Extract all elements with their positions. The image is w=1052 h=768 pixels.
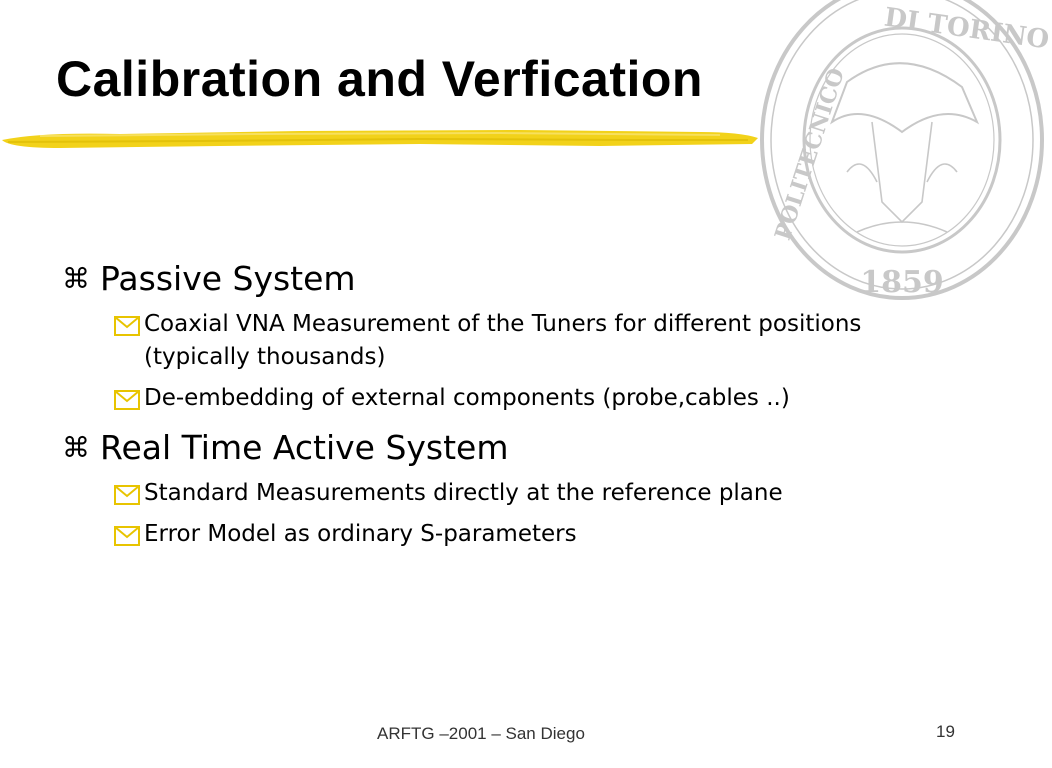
sub-bullet-list [114,477,962,551]
slide-title: Calibration and Verfication [56,51,703,107]
envelope-icon [114,390,140,410]
sub-bullet-text: Standard Measurements directly at the reference plane [144,480,783,506]
bullet-real-time-active-system [62,425,962,471]
sub-bullet-standard-measurements [114,477,962,510]
sub-bullet-error-model [114,518,962,551]
seal-top-text: DI TORINO [882,2,1051,56]
envelope-icon [114,526,140,546]
bullet-text: Real Time Active System [100,428,509,467]
sub-bullet-de-embedding [114,382,962,415]
page-number: 19 [936,722,955,741]
bullet-list [62,256,962,559]
sub-bullet-text: Error Model as ordinary S-parameters [144,521,577,547]
sub-bullet-text: De-embedding of external components (probe,cables ..) [144,385,790,411]
bullet-text: Passive System [100,259,356,298]
command-symbol-icon: ⌘ [62,262,90,295]
title-underline [0,118,760,152]
slide-footer: ARFTG –2001 – San Diego [377,724,585,743]
envelope-icon [114,485,140,505]
sub-bullet-text: Coaxial VNA Measurement of the Tuners for different positions (typically thousands) [144,311,862,370]
envelope-icon [114,316,140,336]
command-symbol-icon: ⌘ [62,431,90,464]
bullet-passive-system [62,256,962,302]
seal-side-text: POLITECNICO [769,64,850,244]
seal-year: 1859 [860,265,944,300]
sub-bullet-list [114,308,962,415]
sub-bullet-coaxial-vna [114,308,962,374]
